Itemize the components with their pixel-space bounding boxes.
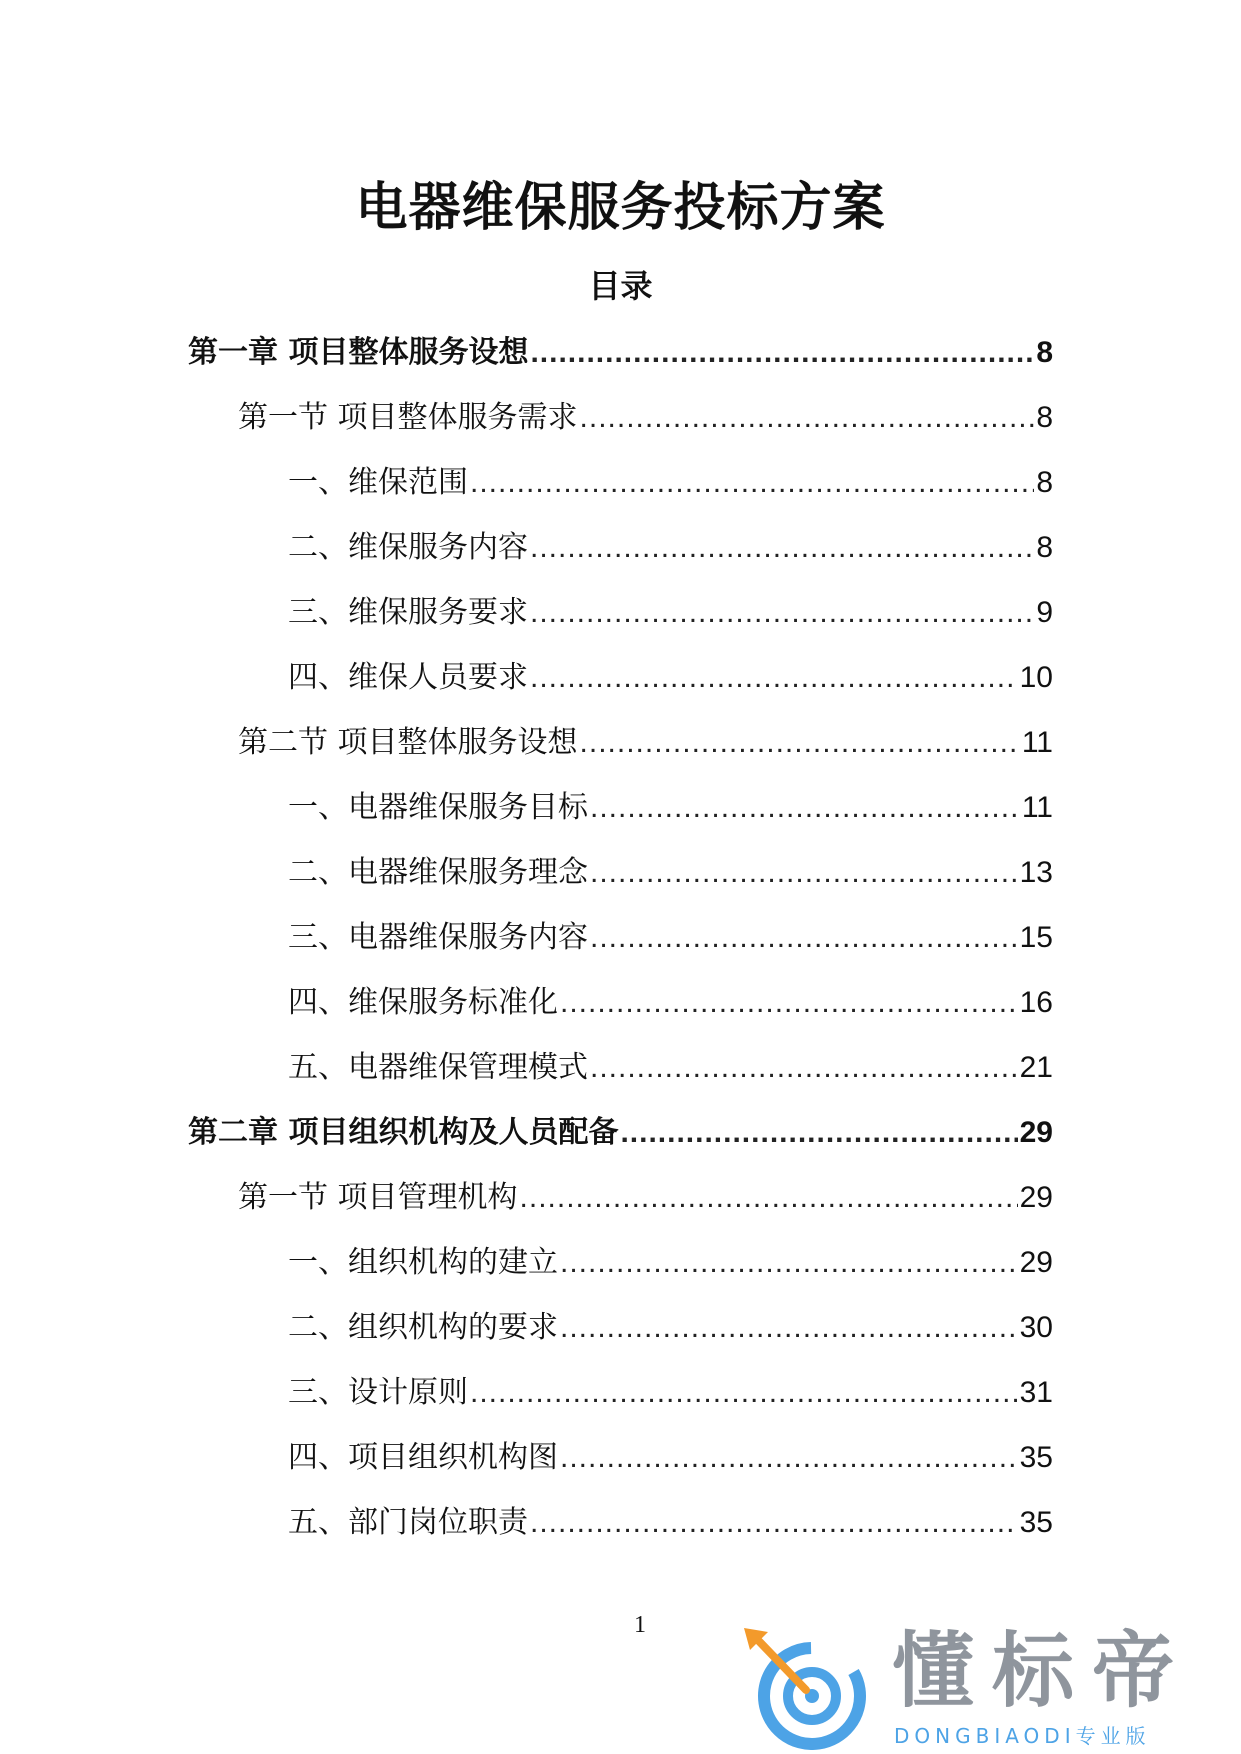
toc-entry-label: 第二章 项目组织机构及人员配备: [188, 1115, 619, 1150]
toc-leader-dots: [520, 1165, 1018, 1230]
toc-entry-label: 三、维保服务要求: [288, 595, 528, 630]
toc-entry-page: 31: [1019, 1376, 1053, 1409]
toc-section[interactable]: [0, 385, 1241, 450]
toc-leader-dots: [620, 1100, 1017, 1165]
watermark-logo: [740, 1620, 1220, 1750]
toc-entry-label: 二、维保服务内容: [288, 530, 528, 565]
toc-entry-label: 一、维保范围: [288, 465, 468, 500]
toc-leader-dots: [530, 320, 1034, 385]
toc-leader-dots: [590, 775, 1020, 840]
toc-entry-page: 21: [1019, 1051, 1053, 1084]
toc-item[interactable]: [0, 580, 1241, 645]
toc-entry-page: 35: [1019, 1441, 1053, 1474]
toc-section[interactable]: [0, 710, 1241, 775]
toc-entry-page: 8: [1036, 336, 1053, 369]
toc-leader-dots: [560, 1295, 1018, 1360]
toc-entry-label: 第一章 项目整体服务设想: [188, 335, 529, 370]
toc-entry-page: 35: [1019, 1506, 1053, 1539]
toc-entry-page: 11: [1021, 791, 1053, 824]
toc-entry-page: 8: [1036, 401, 1053, 434]
toc-entry-label: 第二节 项目整体服务设想: [238, 725, 578, 760]
watermark-subtitle: DONGBIAODI专业版: [894, 1724, 1151, 1748]
toc-item[interactable]: [0, 1295, 1241, 1360]
toc-entry-page: 29: [1019, 1181, 1053, 1214]
toc-leader-dots: [530, 580, 1034, 645]
toc-entry-label: 四、维保人员要求: [288, 660, 528, 695]
toc-item[interactable]: [0, 1425, 1241, 1490]
toc-entry-label: 四、维保服务标准化: [288, 985, 558, 1020]
toc-entry-page: 13: [1019, 856, 1053, 889]
toc-entry-page: 8: [1036, 531, 1053, 564]
table-of-contents: [0, 320, 1241, 1555]
toc-entry-page: 30: [1019, 1311, 1053, 1344]
toc-entry-page: 9: [1036, 596, 1053, 629]
toc-leader-dots: [560, 1230, 1018, 1295]
toc-leader-dots: [590, 905, 1018, 970]
toc-section[interactable]: [0, 1165, 1241, 1230]
toc-leader-dots: [590, 1035, 1018, 1100]
toc-entry-page: 8: [1036, 466, 1053, 499]
toc-leader-dots: [530, 515, 1034, 580]
toc-item[interactable]: [0, 905, 1241, 970]
toc-entry-label: 第一节 项目管理机构: [238, 1180, 518, 1215]
toc-leader-dots: [580, 385, 1035, 450]
toc-entry-page: 29: [1019, 1116, 1053, 1149]
toc-leader-dots: [530, 1490, 1018, 1555]
toc-item[interactable]: [0, 775, 1241, 840]
toc-entry-label: 三、设计原则: [288, 1375, 468, 1410]
toc-leader-dots: [560, 1425, 1018, 1490]
toc-chapter[interactable]: [0, 1100, 1241, 1165]
toc-leader-dots: [530, 645, 1018, 710]
toc-leader-dots: [470, 1360, 1018, 1425]
toc-entry-label: 一、组织机构的建立: [288, 1245, 558, 1280]
toc-entry-label: 四、项目组织机构图: [288, 1440, 558, 1475]
document-title: 电器维保服务投标方案: [355, 178, 886, 238]
toc-item[interactable]: [0, 645, 1241, 710]
toc-entry-label: 五、部门岗位职责: [288, 1505, 528, 1540]
toc-entry-label: 第一节 项目整体服务需求: [238, 400, 578, 435]
toc-leader-dots: [560, 970, 1018, 1035]
toc-entry-label: 二、组织机构的要求: [288, 1310, 558, 1345]
toc-entry-page: 29: [1019, 1246, 1053, 1279]
toc-leader-dots: [590, 840, 1018, 905]
toc-item[interactable]: [0, 970, 1241, 1035]
toc-entry-label: 三、电器维保服务内容: [288, 920, 588, 955]
toc-entry-label: 一、电器维保服务目标: [288, 790, 588, 825]
toc-entry-page: 10: [1019, 661, 1053, 694]
toc-heading: 目录: [588, 267, 653, 305]
watermark-name: 懂标帝: [892, 1624, 1193, 1719]
toc-item[interactable]: [0, 1490, 1241, 1555]
toc-entry-page: 15: [1019, 921, 1053, 954]
toc-item[interactable]: [0, 1035, 1241, 1100]
toc-entry-page: 16: [1019, 986, 1053, 1019]
target-arrow-icon: [740, 1624, 870, 1750]
toc-entry-page: 11: [1021, 726, 1053, 759]
toc-item[interactable]: [0, 450, 1241, 515]
toc-entry-label: 二、电器维保服务理念: [288, 855, 588, 890]
toc-leader-dots: [470, 450, 1034, 515]
toc-chapter[interactable]: [0, 320, 1241, 385]
toc-item[interactable]: [0, 515, 1241, 580]
toc-item[interactable]: [0, 1360, 1241, 1425]
toc-item[interactable]: [0, 1230, 1241, 1295]
toc-leader-dots: [580, 710, 1020, 775]
page-number: 1: [634, 1612, 646, 1638]
toc-item[interactable]: [0, 840, 1241, 905]
toc-entry-label: 五、电器维保管理模式: [288, 1050, 588, 1085]
